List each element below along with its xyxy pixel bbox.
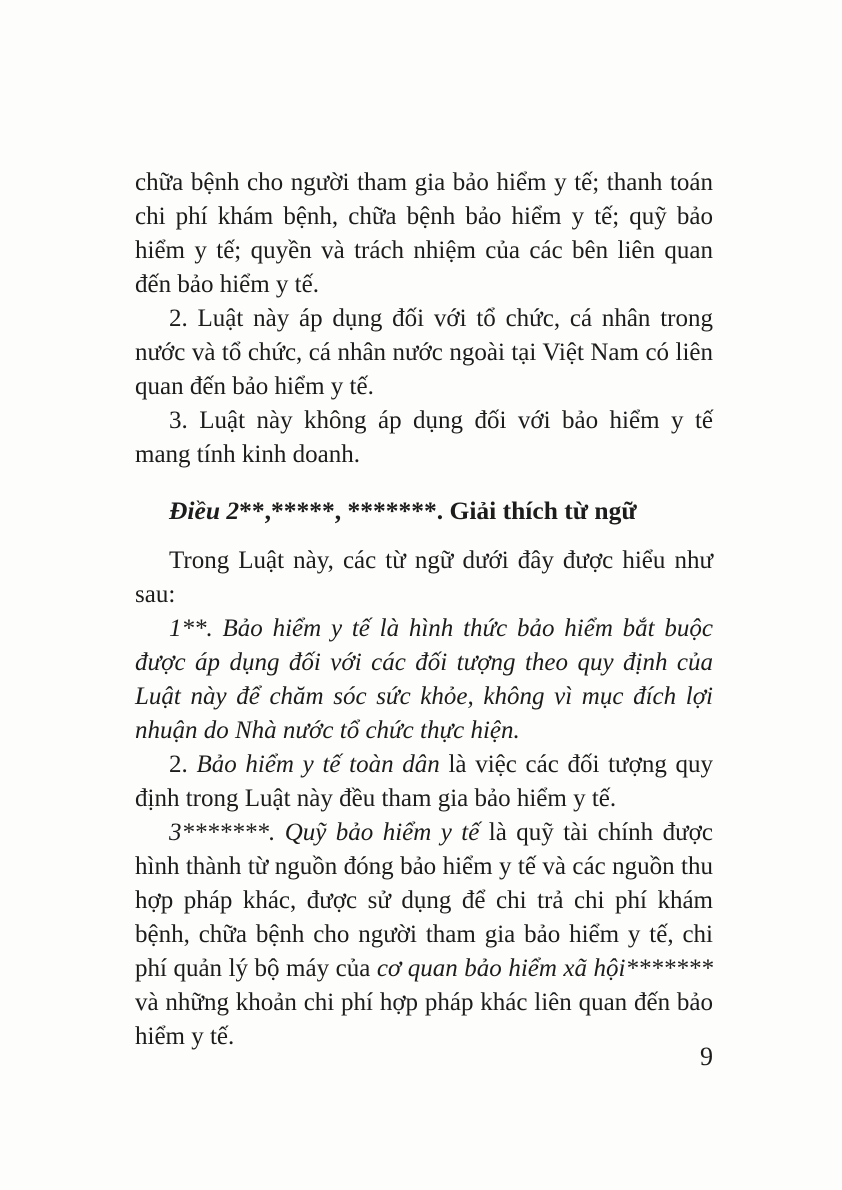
paragraph-clause-3: 3. Luật này không áp dụng đối với bảo hiểm y tế mang tính kinh doanh. — [135, 407, 713, 468]
article-number: Điều 2 — [169, 496, 240, 525]
footnote-asterisks: **,*****, ******* — [239, 496, 437, 525]
definition-3-emphasis: cơ quan bảo hiểm xã hội******* — [376, 955, 713, 982]
paragraph-definition-3 — [135, 816, 713, 1054]
definition-3-body-1: là quỹ tài chính được hình thành từ nguồn đóng bảo hiểm y tế và các nguồn thu hợp pháp khác, được sử dụng để chi trả chi phí khám bệnh, chữa bệnh cho người tham gia bảo hiểm y tế, chi phí quản lý bộ máy của — [135, 819, 713, 982]
paragraph-continuation: chữa bệnh cho người tham gia bảo hiểm y tế; thanh toán chi phí khám bệnh, chữa bệnh bảo hiểm y tế; quỹ bảo hiểm y tế; quyền và trách nhiệm của các bên liên quan đến bảo hiểm y tế. — [135, 169, 713, 298]
definition-3-term: 3*******. Quỹ bảo hiểm y tế — [169, 819, 480, 846]
paragraph-intro: Trong Luật này, các từ ngữ dưới đây được hiểu như sau: — [135, 547, 713, 608]
paragraph-definition-1: 1**. Bảo hiểm y tế là hình thức bảo hiểm bắt buộc được áp dụng đối với các đối tượng theo quy định của Luật này để chăm sóc sức khỏe, không vì mục đích lợi nhuận do Nhà nước tổ chức thực hiện. — [135, 615, 713, 744]
text-block — [135, 166, 713, 1054]
article-title: . Giải thích từ ngữ — [436, 496, 637, 525]
article-heading — [135, 494, 713, 528]
definition-2-number: 2. — [169, 751, 197, 778]
page-number: 9 — [700, 1042, 713, 1071]
definition-2-body: là việc các đối tượng quy định trong Luật này đều tham gia bảo hiểm y tế. — [135, 751, 714, 812]
definition-3-body-2: và những khoản chi phí hợp pháp khác liên quan đến bảo hiểm y tế. — [135, 989, 713, 1050]
definition-2-term: Bảo hiểm y tế toàn dân — [196, 751, 440, 778]
paragraph-clause-2: 2. Luật này áp dụng đối với tổ chức, cá nhân trong nước và tổ chức, cá nhân nước ngoài tại Việt Nam có liên quan đến bảo hiểm y tế. — [135, 305, 713, 400]
paragraph-definition-2 — [135, 748, 713, 816]
